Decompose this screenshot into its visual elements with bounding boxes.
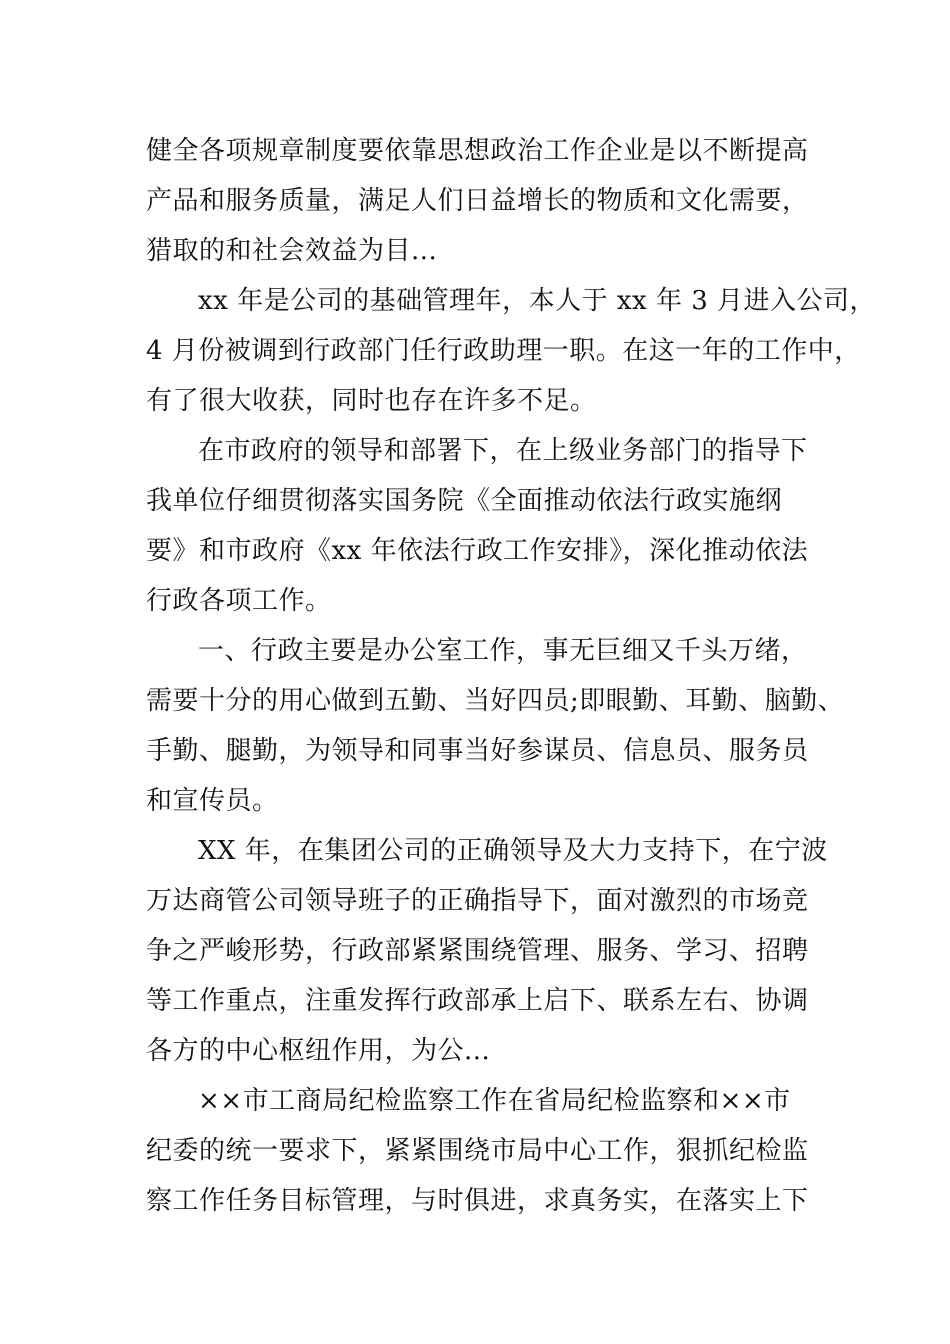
text-line: ××市工商局纪检监察工作在省局纪检监察和××市 [198, 1086, 791, 1116]
text-line: 健全各项规章制度要依靠思想政治工作企业是以不断提高 [146, 136, 809, 166]
text-line: 我单位仔细贯彻落实国务院《全面推动依法行政实施纲 [146, 486, 783, 516]
paragraph-4 [146, 626, 845, 826]
text-line: 万达商管公司领导班子的正确指导下，面对激烈的市场竞 [146, 886, 809, 916]
paragraph-6 [146, 1076, 816, 1226]
text-line: 行政各项工作。 [146, 586, 332, 616]
text-line: 产品和服务质量，满足人们日益增长的物质和文化需要， [146, 186, 809, 216]
paragraph-5 [146, 826, 828, 1076]
paragraph-3 [146, 426, 816, 626]
text-line: 纪委的统一要求下，紧紧围绕市局中心工作，狠抓纪检监 [146, 1136, 809, 1166]
text-line: 和宣传员。 [146, 786, 279, 816]
text-line: 要》和市政府《xx 年依法行政工作安排》，深化推动依法 [146, 536, 809, 566]
text-line: 4 月份被调到行政部门任行政助理一职。在这一年的工作中， [146, 336, 861, 366]
text-line: xx 年是公司的基础管理年，本人于 xx 年 3 月进入公司， [198, 286, 877, 316]
text-line: 各方的中心枢纽作用，为公... [146, 1036, 491, 1066]
text-line: 争之严峻形势，行政部紧紧围绕管理、服务、学习、招聘 [146, 936, 809, 966]
paragraph-1 [146, 126, 816, 276]
text-line: 有了很大收获，同时也存在许多不足。 [146, 386, 597, 416]
text-line: 需要十分的用心做到五勤、当好四员;即眼勤、耳勤、脑勤、 [146, 686, 845, 716]
text-line: 在市政府的领导和部署下，在上级业务部门的指导下 [198, 436, 808, 466]
text-line: 猎取的和社会效益为目... [146, 236, 438, 266]
text-line: 察工作任务目标管理，与时俱进，求真务实，在落实上下 [146, 1186, 809, 1216]
text-line: 一、行政主要是办公室工作，事无巨细又千头万绪， [198, 636, 808, 666]
text-line: 等工作重点，注重发挥行政部承上启下、联系左右、协调 [146, 986, 809, 1016]
text-line: XX 年，在集团公司的正确领导及大力支持下，在宁波 [198, 836, 828, 866]
document-body [146, 126, 877, 1226]
text-line: 手勤、腿勤，为领导和同事当好参谋员、信息员、服务员 [146, 736, 809, 766]
paragraph-2 [146, 276, 877, 426]
